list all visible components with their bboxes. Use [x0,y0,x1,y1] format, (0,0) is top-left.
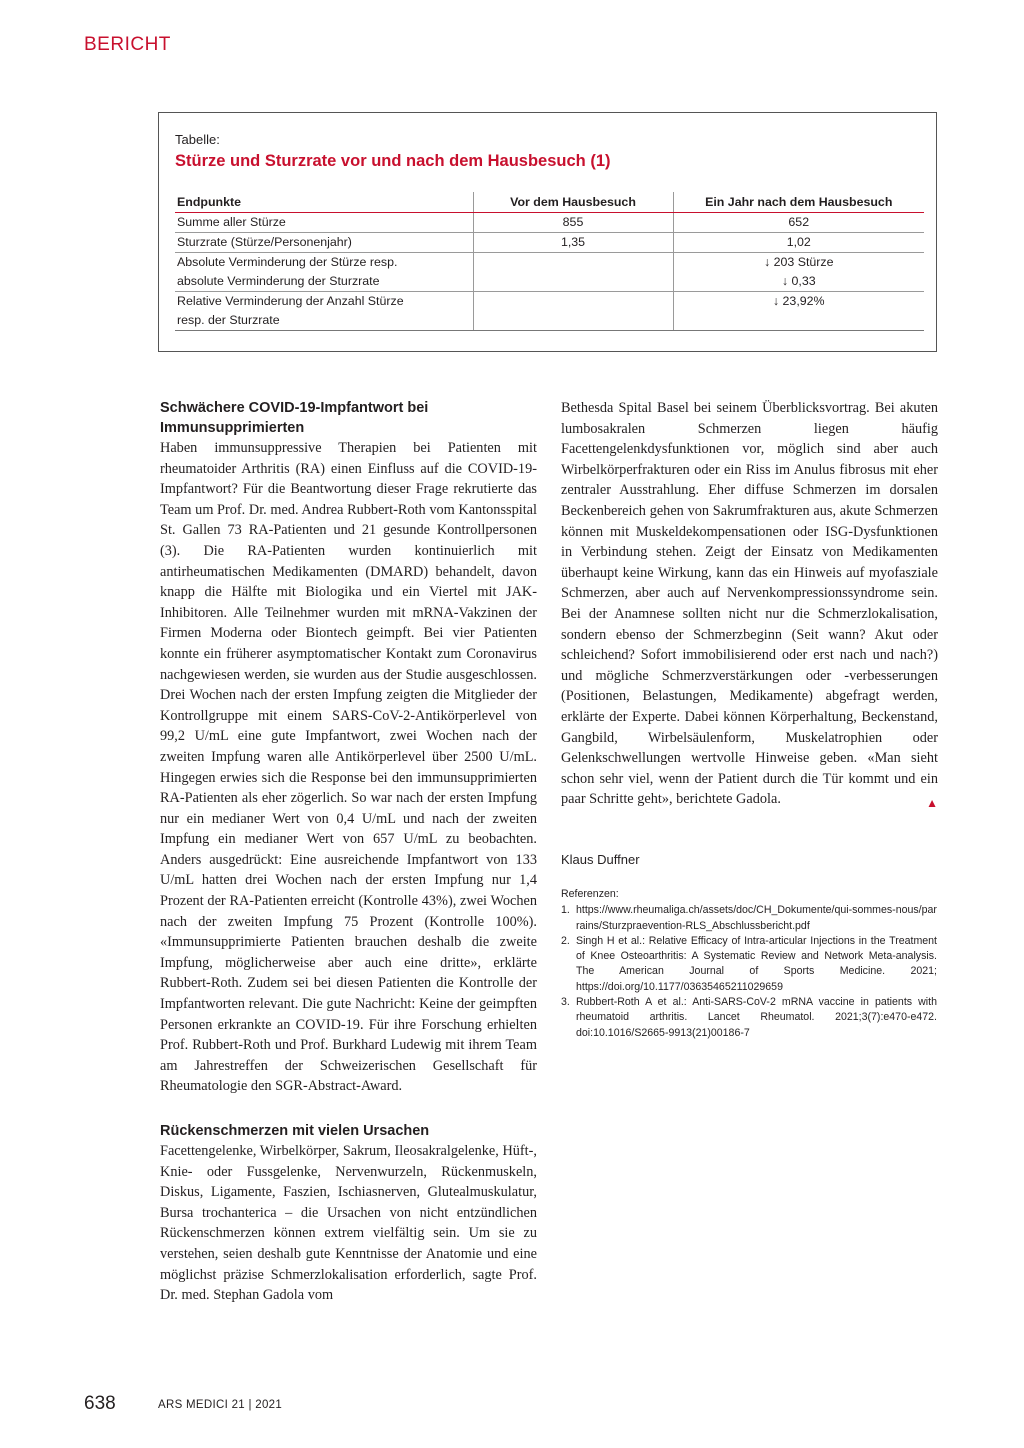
references [561,887,937,1041]
table-cell: 855 [473,213,673,233]
table-header-cell: Vor dem Hausbesuch [473,192,673,213]
table-header-cell: Ein Jahr nach dem Hausbesuch [673,192,924,213]
table-cell: 1,02 [673,233,924,253]
table-cell: Sturzrate (Stürze/Personenjahr) [175,233,473,253]
table-cell [673,311,924,331]
reference-number: 2. [561,934,570,947]
article-paragraph: Facettengelenke, Wirbelkörper, Sakrum, Ileosakralgelenke, Hüft-, Knie- oder Fussgelenke, Nervenwurzeln, Rückenmuskeln, Diskus, Ligamente, Faszien, Ischiasnerven, Glutealmuskulatur, Bursa trochanterica – die Ursachen von nicht entzündlichen Rückenschmerzen können extrem vielfältig sein. Um sie zu verstehen, seien deshalb gute Kenntnisse der Anatomie und eine möglichst präzise Schmerzlokalisation erforderlich, sagte Prof. Dr. med. Stephan Gadola vom [160,1143,537,1304]
table-cell [473,292,673,312]
references-heading: Referenzen: [561,888,619,900]
article-paragraph-text: Bethesda Spital Basel bei seinem Überblicksvortrag. Bei akuten lumbosakralen Schmerzen liegen häufig Facettengelenkdysfunktionen vor, möglich sind aber auch Wirbelkörperfrakturen oder ein Riss im Anulus fibrosus mit eher zentraler Ausstrahlung. Eher diffuse Schmerzen im dorsalen Beckenbereich gehen von Sakrumfrakturen aus, akute Schmerzen können mit Muskeldekompensationen oder ISG-Dysfunktionen in Verbindung stehen. Zeigt der Einsatz von Medikamenten überhaupt keine Wirkung, kann das ein Hinweis auf myofasziale Schmerzen, aber auch auf Nervenkompressionssyndrome sein. Bei der Anamnese sollten nicht nur die Schmerzlokalisation, sondern ebenso der Schmerzbeginn (Seit wann? Akut oder schleichend? Sofort immobilisierend oder erst nach und nach?) und mögliche Schmerzverstärkungen oder -verbesserungen (Positionen, Belastungen, Medikamente) abgefragt werden, erklärte der Experte. Dabei können Körperhaltung, Beckenstand, Gangbild, Wirbelsäulenform, Muskelatrophien oder Gelenkschwellungen wertvolle Hinweise geben. «Man sieht schon sehr viel, wenn der Patient durch die Tür kommt und ein paar Schritte geht», berichtete Gadola. [561,400,938,808]
table-cell: 652 [673,213,924,233]
table-cell [473,272,673,292]
table-kicker: Tabelle: [175,132,220,147]
author-name: Klaus Duffner [561,852,640,867]
table-header-row [175,192,924,213]
table-cell: 1,35 [473,233,673,253]
article-heading: Rückenschmerzen mit vielen Ursachen [160,1123,430,1139]
table-cell: Summe aller Stürze [175,213,473,233]
table-row [175,311,924,331]
table-row [175,233,924,253]
article-heading: Schwächere COVID-19-Impfantwort bei Immunsupprimierten [160,400,429,436]
reference-text: Singh H et al.: Relative Efficacy of Intra-articular Injections in the Treatment of Knee Osteoarthritis: A Systematic Review and Network Meta-analysis. The American Journal of Sports Medicine. 2021; https://doi.org/10.1177/03635465211029659 [576,934,937,993]
reference-item [561,903,937,934]
table-box [158,112,937,352]
table-row [175,292,924,312]
table-title: Stürze und Sturzrate vor und nach dem Hausbesuch (1) [175,152,611,170]
table-cell: resp. der Sturzrate [175,311,473,331]
table-cell: ↓ 23,92% [772,294,825,308]
table-cell: ↓ 203 Stürze [763,255,834,269]
table-cell [473,311,673,331]
table-header-cell: Endpunkte [175,192,473,213]
falls-table [175,192,924,331]
reference-text: https://www.rheumaliga.ch/assets/doc/CH_Dokumente/qui-sommes-nous/parrains/Sturzpraevention-RLS_Abschlussbericht.pdf [576,904,937,932]
section-label: BERICHT [84,34,171,55]
reference-number: 1. [561,904,570,917]
table-cell: absolute Verminderung der Sturzrate [175,272,473,292]
reference-text: Rubbert-Roth A et al.: Anti-SARS-CoV-2 mRNA vaccine in patients with rheumatoid arthritis. Lancet Rheumatol. 2021;3(7):e470-e472. doi:10.1016/S2665-9913(21)00186-7 [576,996,937,1039]
journal-issue: ARS MEDICI 21 | 2021 [158,1399,283,1411]
article-column-left [160,398,537,1306]
article-column-right [561,398,938,814]
page-number: 638 [84,1393,116,1414]
table-cell: ↓ 0,33 [673,272,924,292]
table-row [175,253,924,273]
article-paragraph [561,398,938,810]
table-row [175,213,924,233]
reference-item [561,934,937,995]
table-row [175,272,924,292]
reference-number: 3. [561,996,570,1009]
table-cell: Absolute Verminderung der Stürze resp. [177,255,398,269]
table-cell: Relative Verminderung der Anzahl Stürze [177,294,404,308]
reference-item [561,995,937,1041]
end-mark-icon: ▲ [926,796,938,811]
article-paragraph: Haben immunsuppressive Therapien bei Patienten mit rheumatoider Arthritis (RA) einen Einfluss auf die COVID-19-Impfantwort? Für die Beantwortung dieser Frage rekrutierte das Team um Prof. Dr. med. Andrea Rubbert-Roth vom Kantonsspital St. Gallen 73 RA-Patienten und 21 gesunde Kontrollpersonen (3). Die RA-Patienten wurden kontinuierlich mit antirheumatischen Medikamenten (DMARD) behandelt, davon knapp die Hälfte mit Biologika und ein Viertel mit JAK-Inhibitoren. Alle Teilnehmer wurden mit mRNA-Vakzinen der Firmen Moderna oder Biontech geimpft. Bei vier Patienten konnte ein früherer asymptomatischer Kontakt zum Coronavirus nachgewiesen werden, sie wurden aus der Studie ausgeschlossen. Drei Wochen nach der ersten Impfung zeigten die Mitglieder der Kontrollgruppe mit einem SARS-CoV-2-Antikörperlevel von 99,2 U/mL eine gute Impfantwort, zwei Wochen nach der zweiten Impfung waren alle Antikörperlevel über 2500 U/mL. Hingegen erwies sich die Response bei den immunsupprimierten RA-Patienten als eher zögerlich. So war nach der ersten Impfung nur ein medianer Wert von 0,4 U/mL und nach der zweiten Impfung ein medianer Wert von 657 U/mL zu beobachten. Anders ausgedrückt: Eine ausreichende Impfantwort von 133 U/mL hatten drei Wochen nach der ersten Impfung nur 1,4 Prozent der RA-Patienten erreicht (Kontrolle 43%), zwei Wochen nach der zweiten Impfung 75 Prozent (Kontrolle 100%). «Immunsupprimierte Patienten brauchen deshalb die zweite Impfung, möglicherweise aber auch eine dritte», erklärte Rubbert-Roth. Zudem sei bei diesen Patienten die Kontrolle der Impfantworten relevant. Die gute Nachricht: Keine der geimpften Personen erkrankte an COVID-19. Für ihre Forschung erhielten Prof. Rubbert-Roth und Prof. Burkhard Ludewig mit ihrem Team am Jahrestreffen der Schweizerischen Gesellschaft für Rheumatologie den SGR-Abstract-Award. [160,440,537,1095]
table-cell [473,253,673,273]
